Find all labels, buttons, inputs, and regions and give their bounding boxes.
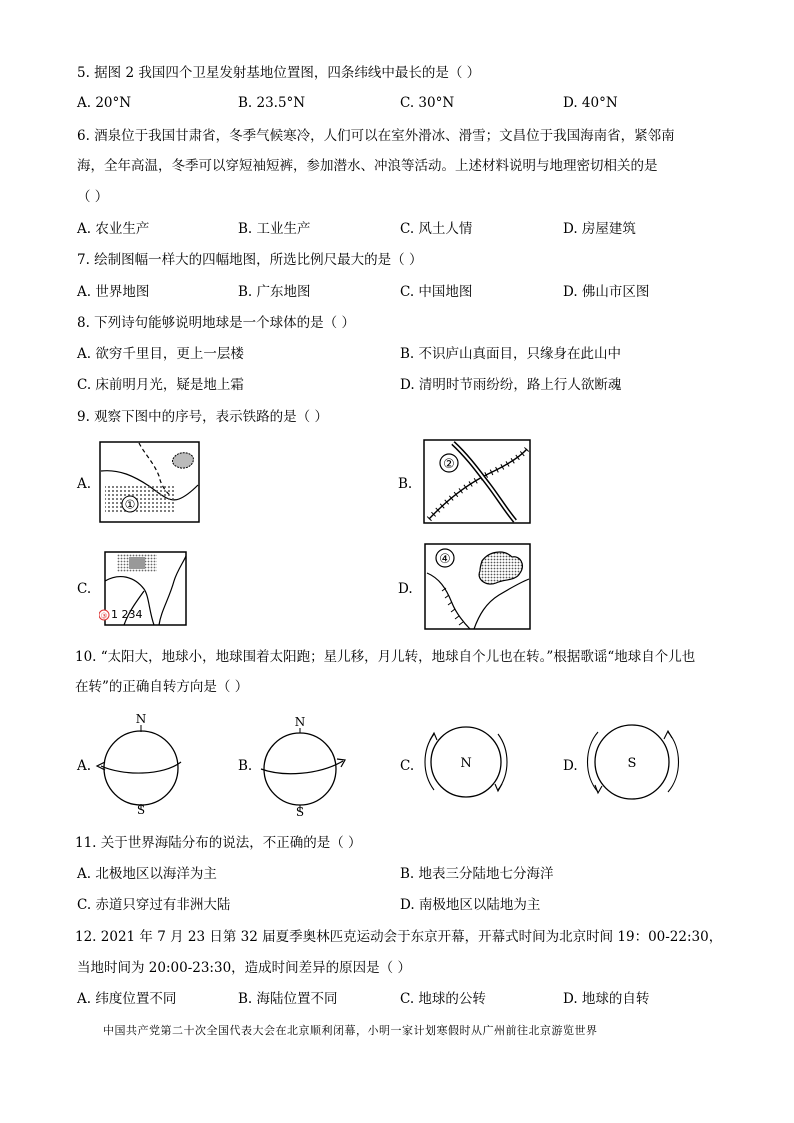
q10-option-a-label[interactable]: A. bbox=[77, 758, 92, 774]
q9-option-c-label[interactable]: C. bbox=[77, 581, 92, 597]
q10-figure-b-south: S bbox=[295, 805, 305, 818]
q11-stem: 11. 关于世界海陆分布的说法，不正确的是（ ） bbox=[75, 835, 362, 851]
q8-option-c[interactable]: C. 床前明月光，疑是地上霜 bbox=[77, 377, 244, 393]
q9-figure-d bbox=[424, 543, 531, 630]
q7-option-b[interactable]: B. 广东地图 bbox=[238, 284, 311, 300]
q9-stem: 9. 观察下图中的序号，表示铁路的是（ ） bbox=[77, 409, 328, 425]
q10-figure-d-south: S bbox=[627, 756, 637, 771]
q9-figure-d-number: ④ bbox=[439, 552, 451, 567]
q6-stem-line1: 6. 酒泉位于我国甘肃省，冬季气候寒冷，人们可以在室外滑冰、滑雪；文昌位于我国海南省，紧邻南 bbox=[77, 128, 675, 144]
q10-figure-c-north: N bbox=[460, 756, 472, 771]
q6-stem-line2: 海，全年高温，冬季可以穿短袖短裤，参加潜水、冲浪等活动。上述材料说明与地理密切相关的是 bbox=[77, 158, 658, 174]
q12-option-d[interactable]: D. 地球的自转 bbox=[563, 991, 650, 1007]
q5-option-b[interactable]: B. 23.5°N bbox=[238, 95, 306, 111]
q10-option-c-label[interactable]: C. bbox=[400, 758, 415, 774]
q6-option-a[interactable]: A. 农业生产 bbox=[77, 221, 150, 237]
q11-option-a[interactable]: A. 北极地区以海洋为主 bbox=[77, 866, 217, 882]
q10-figure-a-north: N bbox=[135, 712, 147, 726]
q9-option-a-label[interactable]: A. bbox=[77, 476, 92, 492]
q6-stem-line3: （ ） bbox=[77, 189, 109, 205]
q9-figure-c-number: ③ bbox=[100, 611, 108, 621]
q5-option-a[interactable]: A. 20°N bbox=[77, 95, 132, 111]
q8-option-b[interactable]: B. 不识庐山真面目，只缘身在此山中 bbox=[400, 346, 622, 362]
q5-option-c[interactable]: C. 30°N bbox=[400, 95, 455, 111]
q8-option-a[interactable]: A. 欲穷千里目，更上一层楼 bbox=[77, 346, 244, 362]
q8-stem: 8. 下列诗句能够说明地球是一个球体的是（ ） bbox=[77, 315, 355, 331]
q10-figure-b bbox=[253, 713, 353, 818]
q10-figure-b-north: N bbox=[294, 715, 306, 729]
q6-option-b[interactable]: B. 工业生产 bbox=[238, 221, 311, 237]
q10-figure-a bbox=[93, 710, 193, 815]
q7-stem: 7. 绘制图幅一样大的四幅地图，所选比例尺最大的是（ ） bbox=[77, 252, 423, 268]
q9-figure-c-text: 1 234 bbox=[111, 608, 143, 621]
q5-option-d[interactable]: D. 40°N bbox=[563, 95, 618, 111]
q12-option-b[interactable]: B. 海陆位置不同 bbox=[238, 991, 338, 1007]
q10-stem-line1: 10. “太阳大，地球小，地球围着太阳跑；星儿移，月儿转，地球自个儿也在转。”根据歌谣“地球自个儿也 bbox=[75, 649, 696, 665]
q12-option-a[interactable]: A. 纬度位置不同 bbox=[77, 991, 177, 1007]
q12-option-c[interactable]: C. 地球的公转 bbox=[400, 991, 486, 1007]
footer-text: 中国共产党第二十次全国代表大会在北京顺利闭幕，小明一家计划寒假时从广州前往北京游览世界 bbox=[103, 1024, 598, 1037]
q10-figure-c bbox=[420, 722, 515, 802]
q9-figure-c bbox=[99, 551, 187, 626]
q7-option-c[interactable]: C. 中国地图 bbox=[400, 284, 473, 300]
q6-option-d[interactable]: D. 房屋建筑 bbox=[563, 221, 636, 237]
q11-option-c[interactable]: C. 赤道只穿过有非洲大陆 bbox=[77, 897, 231, 913]
q10-figure-d bbox=[582, 720, 687, 805]
q10-option-d-label[interactable]: D. bbox=[563, 758, 578, 774]
q10-option-b-label[interactable]: B. bbox=[238, 758, 253, 774]
q9-figure-a bbox=[99, 441, 200, 523]
q12-stem-line2: 当地时间为 20:00-23:30，造成时间差异的原因是（ ） bbox=[77, 960, 411, 976]
q7-option-a[interactable]: A. 世界地图 bbox=[77, 284, 150, 300]
q11-option-b[interactable]: B. 地表三分陆地七分海洋 bbox=[400, 866, 554, 882]
q9-figure-b-number: ② bbox=[443, 457, 455, 472]
q11-option-d[interactable]: D. 南极地区以陆地为主 bbox=[400, 897, 541, 913]
q9-figure-a-number: ① bbox=[124, 497, 136, 512]
q10-stem-line2: 在转”的正确自转方向是（ ） bbox=[75, 679, 249, 695]
q9-option-b-label[interactable]: B. bbox=[398, 476, 413, 492]
q10-figure-a-south: S bbox=[136, 803, 146, 815]
q8-option-d[interactable]: D. 清明时节雨纷纷，路上行人欲断魂 bbox=[400, 377, 622, 393]
q12-stem-line1: 12. 2021 年 7 月 23 日第 32 届夏季奥林匹克运动会于东京开幕，开幕式时间为北京时间 19：00-22:30， bbox=[75, 929, 723, 945]
q5-stem: 5. 据图 2 我国四个卫星发射基地位置图，四条纬线中最长的是（ ） bbox=[77, 65, 481, 81]
q9-figure-b bbox=[423, 439, 531, 524]
q6-option-c[interactable]: C. 风土人情 bbox=[400, 221, 473, 237]
q9-option-d-label[interactable]: D. bbox=[398, 581, 413, 597]
q7-option-d[interactable]: D. 佛山市区图 bbox=[563, 284, 650, 300]
